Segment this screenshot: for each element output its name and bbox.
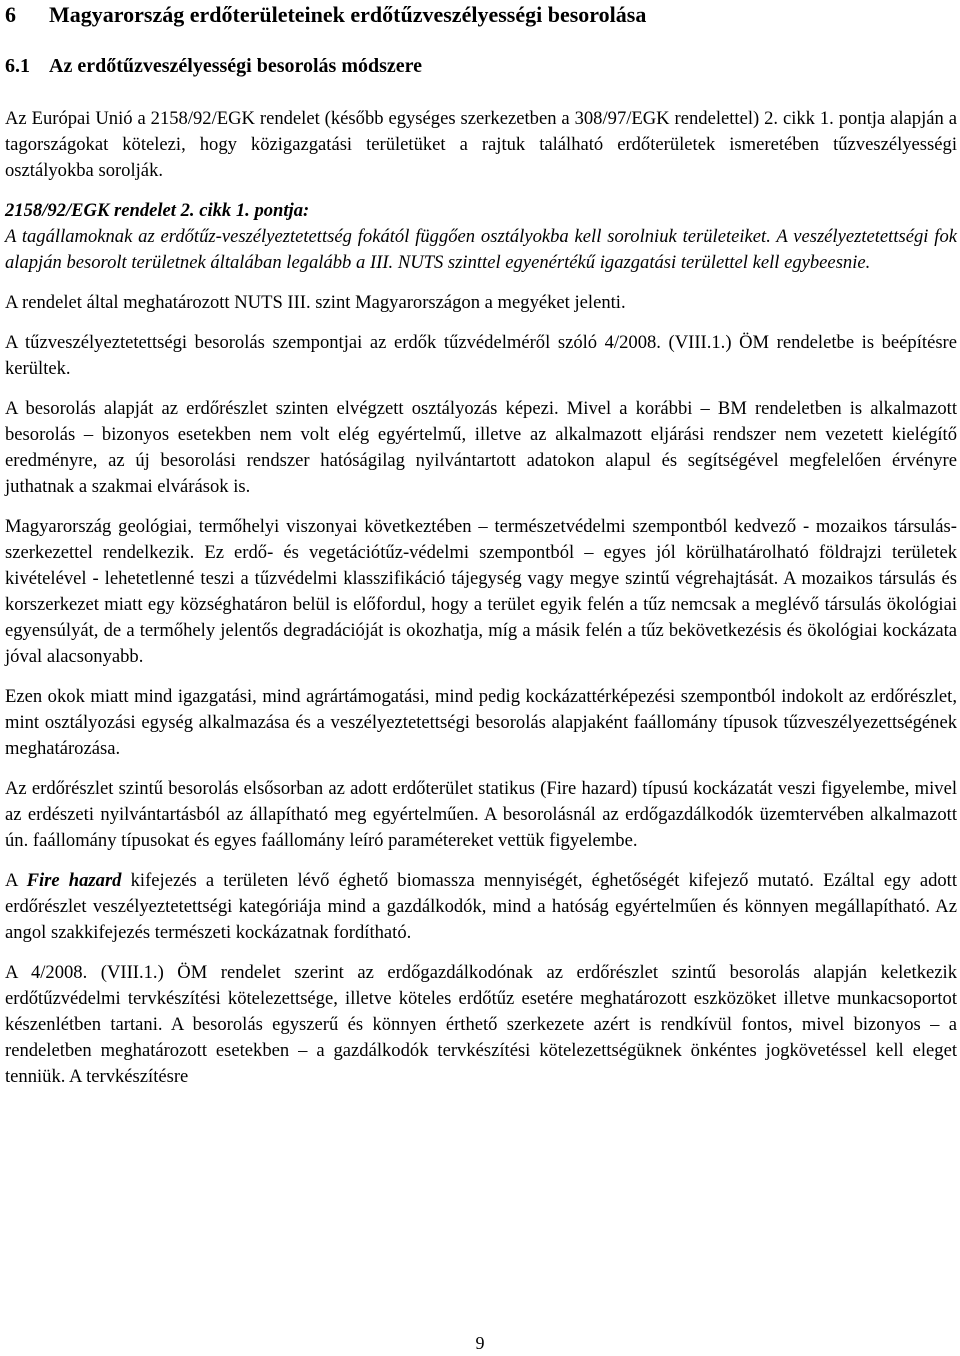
paragraph-fire-hazard-definition [5, 868, 957, 946]
section-number: 6.1 [5, 55, 30, 77]
regulation-quote: A tagállamoknak az erdőtűz-veszélyeztetettség fokától függően osztályokba kell sorolniuk területeiket. A veszélyeztetettségi fok alapján besorolt területnek általában legalább a III. NUTS szinttel egyenértékű igazgatási területtel kell egybeesnie. [5, 226, 957, 273]
paragraph-planning-obligation: A 4/2008. (VIII.1.) ÖM rendelet szerint az erdőgazdálkodónak az erdőrészlet szintű besorolás alapján keletkezik erdőtűzvédelmi tervkészítési kötelezettsége, illetve köteles erdőtűz esetére meghatározott eszközöket illetve munkacsoportot készenlétben tartani. A besorolás egyszerű és könnyen érthető szerkezete azért is rendkívül fontos, mivel bizonyos – a rendeletben meghatározott esetekben – a gazdálkodók tervkészítési kötelezettségüknek önkéntes jogkövetéssel kell eleget tenniük. A tervkészítésre [5, 962, 957, 1087]
p9-pre: A [5, 870, 27, 891]
regulation-reference: 2158/92/EGK rendelet 2. cikk 1. pontja: [5, 200, 310, 221]
document-body [5, 106, 957, 1104]
paragraph-geology: Magyarország geológiai, termőhelyi viszonyai következtében – természetvédelmi szempontból kedvező - mozaikos társulás-szerkezettel rendelkezik. Ez erdő- és vegetációtűz-védelmi szempontból – egyes jól körülhatárolható földrajzi területek kivételével - lehetetlenné teszi a tűzvédelmi klasszifikáció tájegység vagy megye szintű végrehajtását. A mozaikos társulás és korszerkezet miatt egy községhatáron belül is előfordul, hogy a terület egyik felén a tűz nemcsak a meglévő társulás ökológiai egyensúlyát, de a termőhely jelentős degradációját is okozhatja, míg a másik felén a tűz bekövetkezésis és ökológiai kockázata jóval alacsonyabb. [5, 516, 957, 667]
page-number: 9 [475, 1333, 485, 1353]
paragraph-om-decree: A tűzveszélyeztetettségi besorolás szempontjai az erdők tűzvédelméről szóló 4/2008. (VIII.1.) ÖM rendeletbe is beépítésre kerültek. [5, 332, 957, 379]
chapter-number: 6 [5, 2, 16, 27]
paragraph-fire-hazard-static: Az erdőrészlet szintű besorolás elsősorban az adott erdőterület statikus (Fire hazard) típusú kockázatát veszi figyelembe, mivel az erdészeti nyilvántartásból az állapítható meg egyértelműen. A besorolásnál az erdőgazdálkodók üzemtervében alkalmazott ún. faállomány típusokat és egyes faállomány leíró paramétereket vettük figyelembe. [5, 778, 957, 851]
paragraph-nuts-level: A rendelet által meghatározott NUTS III. szint Magyarországon a megyéket jelenti. [5, 292, 626, 313]
p9-post: kifejezés a területen lévő éghető biomassza mennyiségét, éghetőségét kifejező mutató. Ezáltal egy adott erdőrészlet veszélyeztetettségi kategóriája mind a gazdálkodók, mind a hatóság egyértelműen és könnyen megállapítható. Az angol szakkifejezés természeti kockázatnak fordítható. [5, 870, 957, 943]
chapter-heading [5, 2, 646, 28]
paragraph-reasons: Ezen okok miatt mind igazgatási, mind agrártámogatási, mind pedig kockázattérképezési szempontból indokolt az erdőrészlet, mint osztályozási egység alkalmazása és a veszélyeztetettségi besorolás alapjaként faállomány típusok tűzveszélyezettségének meghatározása. [5, 686, 957, 759]
section-title: Az erdőtűzveszélyességi besorolás módszere [49, 55, 423, 77]
chapter-title: Magyarország erdőterületeinek erdőtűzveszélyességi besorolása [49, 2, 647, 27]
paragraph-classification-basis: A besorolás alapját az erdőrészlet szinten elvégzett osztályozás képezi. Mivel a korábbi – BM rendeletben is alkalmazott besorolás – bizonyos esetekben nem volt elég egyértelmű, illetve az alkalmazott eljárási rendszer nem vezetett kielégítő eredményre, az új besorolási rendszer hatóságilag nyilvántartott adatokon alapul és segítségével megfelelően érvényre juthatnak a szakmai elvárások is. [5, 398, 957, 497]
paragraph-eu-regulation: Az Európai Unió a 2158/92/EGK rendelet (később egységes szerkezetben a 308/97/EGK rendelettel) 2. cikk 1. pontja alapján a tagországokat kötelezi, hogy közigazgatási területüket a rajtuk található erdőterületek ismeretében tűzveszélyességi osztályokba sorolják. [5, 108, 957, 181]
quote-heading [5, 198, 957, 224]
fire-hazard-term: Fire hazard [26, 870, 122, 891]
section-heading [5, 55, 422, 78]
